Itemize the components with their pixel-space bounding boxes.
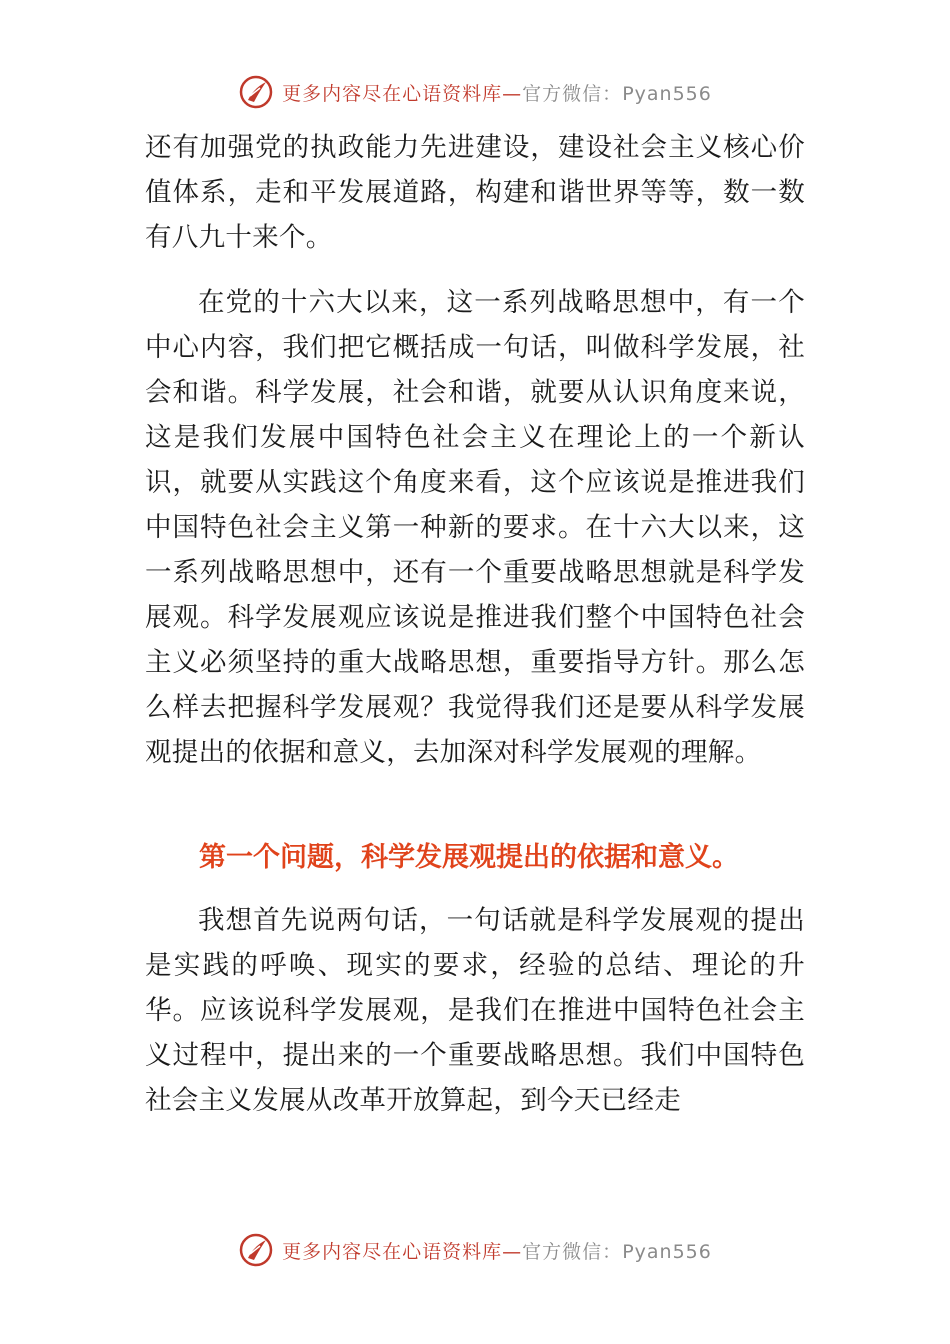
header-banner-text (282, 79, 712, 106)
flame-circle-logo-icon (238, 74, 274, 110)
section-heading: 第一个问题，科学发展观提出的依据和意义。 (199, 842, 739, 873)
footer-banner (0, 1228, 950, 1272)
header-banner (0, 70, 950, 114)
banner-site-name: 更多内容尽在心语资料库— (282, 1240, 523, 1263)
paragraph-1: 还有加强党的执政能力先进建设，建设社会主义核心价值体系，走和平发展道路，构建和谐世界等等，数一数有八九十来个。 (145, 132, 805, 253)
footer-banner-text (282, 1237, 712, 1264)
banner-wechat-id: Pyan556 (622, 82, 712, 105)
banner-site-name: 更多内容尽在心语资料库— (282, 82, 523, 105)
banner-wechat-label: 官方微信： (522, 82, 623, 105)
banner-wechat-id: Pyan556 (622, 1240, 712, 1263)
paragraph-2: 在党的十六大以来，这一系列战略思想中，有一个中心内容，我们把它概括成一句话，叫做科学发展，社会和谐。科学发展，社会和谐，就要从认识角度来说，这是我们发展中国特色社会主义在理论上的一个新认识，就要从实践这个角度来看，这个应该说是推进我们中国特色社会主义第一种新的要求。在十六大以来，这一系列战略思想中，还有一个重要战略思想就是科学发展观。科学发展观应该说是推进我们整个中国特色社会主义必须坚持的重大战略思想，重要指导方针。那么怎么样去把握科学发展观？我觉得我们还是要从科学发展观提出的依据和意义，去加深对科学发展观的理解。 (145, 287, 805, 768)
paragraph-3: 我想首先说两句话，一句话就是科学发展观的提出是实践的呼唤、现实的要求，经验的总结、理论的升华。应该说科学发展观，是我们在推进中国特色社会主义过程中，提出来的一个重要战略思想。我们中国特色社会主义发展从改革开放算起，到今天已经走 (145, 905, 805, 1116)
flame-circle-logo-icon (238, 1232, 274, 1268)
banner-wechat-label: 官方微信： (522, 1240, 623, 1263)
